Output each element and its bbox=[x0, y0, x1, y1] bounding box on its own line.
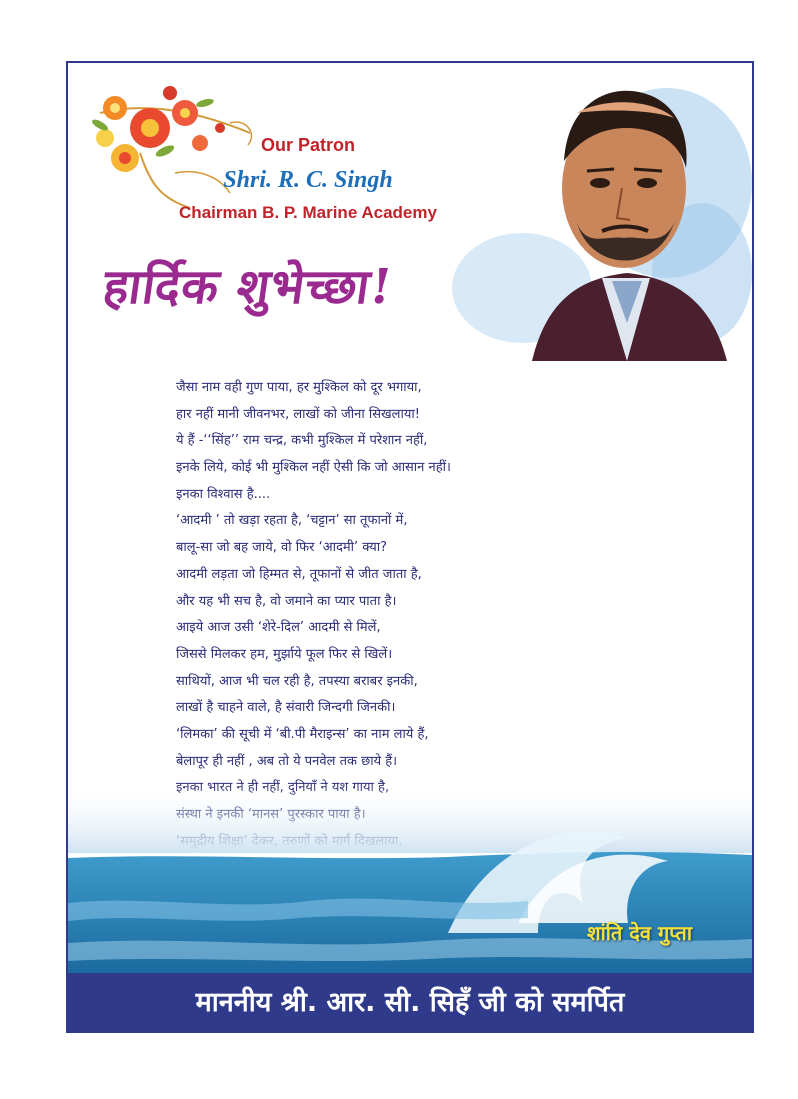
poem-line: ‘आदमी ’ तो खड़ा रहता है, ‘चट्टान’ सा तूफानों में, bbox=[176, 513, 408, 529]
poem-line: बेलापूर ही नहीं , अब तो ये पनवेल तक छाये हैं। bbox=[176, 753, 398, 769]
poem-line: हार नहीं मानी जीवनभर, लाखों को जीना सिखलाया! bbox=[176, 406, 420, 422]
author-signature: शांति देव गुप्ता bbox=[586, 921, 692, 945]
dedication-banner bbox=[68, 973, 752, 1033]
patron-title: Our Patron bbox=[260, 135, 355, 155]
poem-line: इनका विश्वास है.... bbox=[176, 486, 271, 502]
patron-name: Shri. R. C. Singh bbox=[223, 167, 393, 193]
poem-line: बालू-सा जो बह जाये, वो फिर ‘आदमी’ क्या? bbox=[176, 540, 388, 556]
portrait-image bbox=[452, 73, 752, 361]
poem-line: लाखों है चाहने वाले, है संवारी जिन्दगी जिनकी। bbox=[176, 700, 396, 716]
poster-frame bbox=[66, 61, 754, 1033]
poem-line: और यह भी सच है, वो जमाने का प्यार पाता है। bbox=[176, 593, 397, 609]
patron-role: Chairman B. P. Marine Academy bbox=[179, 203, 437, 222]
poem-line: आइये आज उसी ‘शेरे-दिल’ आदमी से मिलें, bbox=[176, 620, 381, 636]
poem-line: इनके लिये, कोई भी मुश्किल नहीं ऐसी कि जो आसान नहीं। bbox=[176, 460, 451, 476]
poem-line: जैसा नाम वही गुण पाया, हर मुश्किल को दूर भगाया, bbox=[176, 380, 422, 395]
dedication-text: माननीय श्री. आर. सी. सिहँ जी को समर्पित bbox=[195, 987, 625, 1018]
poem-line: साथियों, आज भी चल रही है, तपस्या बराबर इनकी, bbox=[176, 673, 418, 689]
poem-line: आदमी लड़ता जो हिम्मत से, तूफानों से जीत जाता है, bbox=[176, 566, 422, 582]
greeting-heading: हार्दिक शुभेच्छा! bbox=[99, 259, 397, 315]
poem-line: जिससे मिलकर हम, मुर्झाये फूल फिर से खिलें। bbox=[176, 646, 393, 662]
poem-line: ‘लिमका’ की सूची में ‘बी.पी मैराइन्स’ का नाम लाये हैं, bbox=[176, 726, 429, 742]
poem-line: ये हैं -‘‘सिंह’’ राम चन्द्र, कभी मुश्किल में परेशान नहीं, bbox=[176, 433, 428, 449]
